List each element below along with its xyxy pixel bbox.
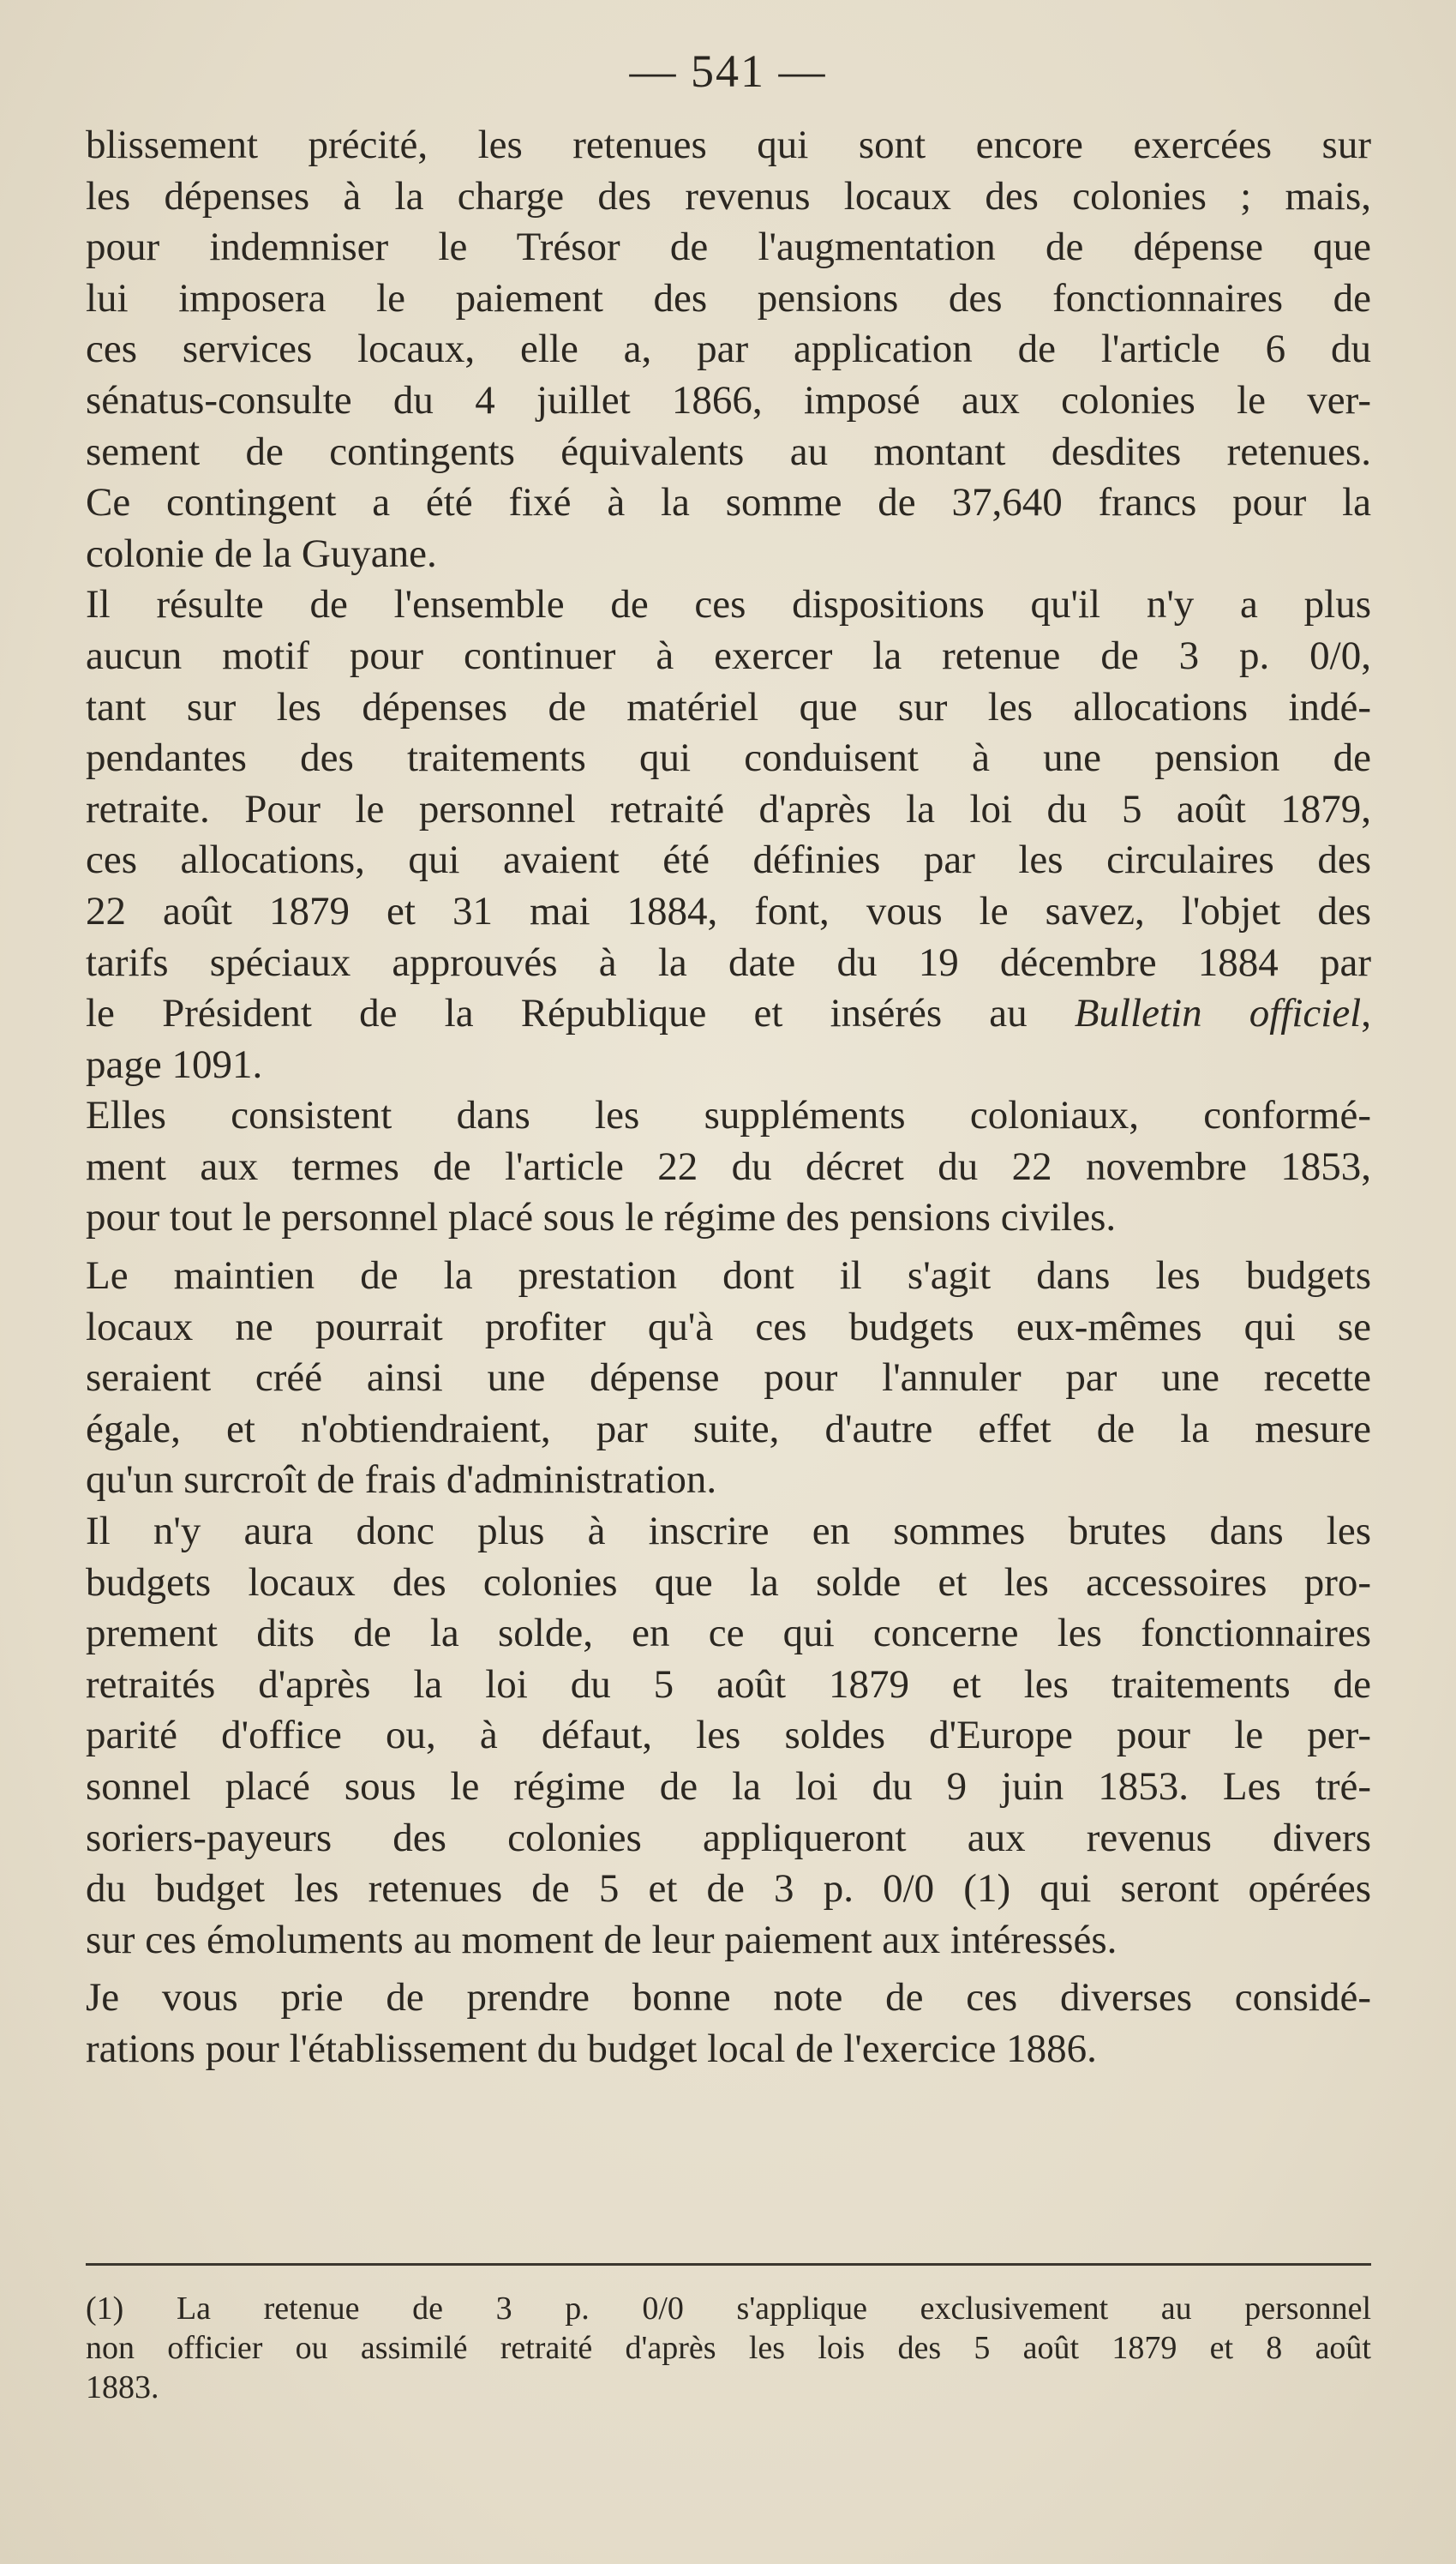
- body-text: [86, 120, 1371, 2075]
- text-line: 22 août 1879 et 31 mai 1884, font, vous le savez, l'objet des: [86, 888, 1371, 934]
- text-line: sonnel placé sous le régime de la loi du 9 juin 1853. Les tré-: [86, 1764, 1371, 1809]
- text-line: budgets locaux des colonies que la solde et les accessoires pro-: [86, 1559, 1371, 1605]
- footnote-line: non officier ou assimilé retraité d'après les lois des 5 août 1879 et 8 août: [86, 2330, 1371, 2366]
- text-line: locaux ne pourrait profiter qu'à ces budgets eux-mêmes qui se: [86, 1304, 1371, 1349]
- footnote-divider: [86, 2263, 1371, 2266]
- text-line: rations pour l'établissement du budget local de l'exercice 1886.: [86, 2026, 1097, 2071]
- text-line: [86, 988, 1371, 1040]
- text-line: ment aux termes de l'article 22 du décret du 22 novembre 1853,: [86, 1144, 1371, 1189]
- text-line: lui imposera le paiement des pensions des fonctionnaires de: [86, 275, 1371, 321]
- text-line: pendantes des traitements qui conduisent à une pension de: [86, 736, 1371, 781]
- text-line: blissement précité, les retenues qui sont encore exercées sur: [86, 123, 1371, 167]
- text-line: Ce contingent a été fixé à la somme de 37,640 francs pour la: [86, 480, 1371, 525]
- text-line: sur ces émoluments au moment de leur paiement aux intéressés.: [86, 1917, 1117, 1962]
- paragraph-6: [86, 1973, 1371, 2075]
- paragraph-1: [86, 120, 1371, 579]
- page-number: — 541 —: [629, 45, 827, 97]
- paragraph-3: [86, 1090, 1371, 1244]
- text-fragment: le Président de la République et insérés au: [86, 991, 1028, 1036]
- text-line: page 1091.: [86, 1042, 263, 1087]
- text-line: tant sur les dépenses de matériel que sur les allocations indé-: [86, 684, 1371, 730]
- text-line: pour tout le personnel placé sous le régime des pensions civiles.: [86, 1195, 1117, 1240]
- text-line: du budget les retenues de 5 et de 3 p. 0/0 (1) qui seront opérées: [86, 1866, 1371, 1912]
- text-line: Elles consistent dans les suppléments coloniaux, conformé-: [86, 1093, 1371, 1138]
- paragraph-4: [86, 1251, 1371, 1506]
- text-line: parité d'office ou, à défaut, les soldes d'Europe pour le per-: [86, 1713, 1371, 1758]
- text-line: tarifs spéciaux approuvés à la date du 19 décembre 1884 par: [86, 940, 1371, 985]
- text-line: soriers-payeurs des colonies appliqueront aux revenus divers: [86, 1815, 1371, 1860]
- text-line: Le maintien de la prestation dont il s'agit dans les budgets: [86, 1253, 1371, 1299]
- footnote-line: 1883.: [86, 2369, 159, 2405]
- text-line: Il résulte de l'ensemble de ces dispositions qu'il n'y a plus: [86, 582, 1371, 627]
- text-line: sénatus-consulte du 4 juillet 1866, imposé aux colonies le ver-: [86, 377, 1371, 423]
- text-line: retraités d'après la loi du 5 août 1879 et les traitements de: [86, 1661, 1371, 1707]
- paragraph-5: [86, 1506, 1371, 1966]
- text-line: aucun motif pour continuer à exercer la retenue de 3 p. 0/0,: [86, 633, 1371, 678]
- text-line: les dépenses à la charge des revenus locaux des colonies ; mais,: [86, 173, 1371, 219]
- text-line: ces allocations, qui avaient été définies par les circulaires des: [86, 838, 1371, 883]
- text-line: qu'un surcroît de frais d'administration.: [86, 1457, 717, 1503]
- text-line: égale, et n'obtiendraient, par suite, d'autre effet de la mesure: [86, 1406, 1371, 1451]
- footnote: [86, 2289, 1371, 2407]
- text-line: prement dits de la solde, en ce qui concerne les fonctionnaires: [86, 1611, 1371, 1656]
- bulletin-officiel-title: Bulletin officiel: [1074, 991, 1362, 1036]
- paragraph-2: [86, 579, 1371, 1090]
- text-line: ces services locaux, elle a, par application de l'article 6 du: [86, 327, 1371, 372]
- footnote-line: (1) La retenue de 3 p. 0/0 s'applique exclusivement au personnel: [86, 2291, 1371, 2327]
- text-line: pour indemniser le Trésor de l'augmentation de dépense que: [86, 225, 1371, 270]
- text-line: Il n'y aura donc plus à inscrire en sommes brutes dans les: [86, 1509, 1371, 1554]
- text-line: sement de contingents équivalents au montant desdites retenues.: [86, 429, 1371, 474]
- text-line: retraite. Pour le personnel retraité d'après la loi du 5 août 1879,: [86, 786, 1371, 832]
- text-line: colonie de la Guyane.: [86, 531, 437, 576]
- text-line: seraient créé ainsi une dépense pour l'annuler par une recette: [86, 1355, 1371, 1401]
- text-line: Je vous prie de prendre bonne note de ces diverses considé-: [86, 1975, 1371, 2021]
- text-fragment: ,: [1361, 991, 1371, 1036]
